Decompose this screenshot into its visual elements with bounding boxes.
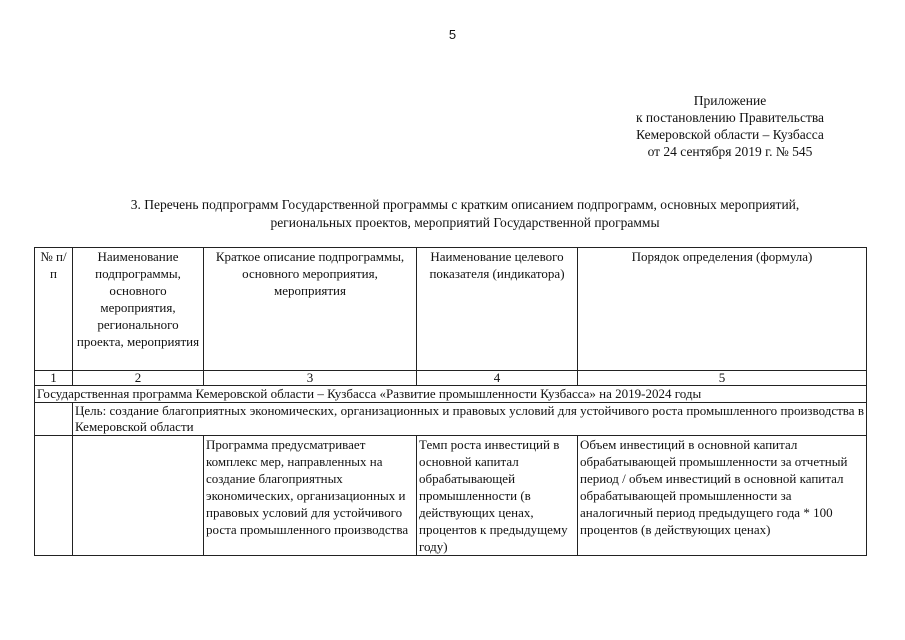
goal-row [35,403,867,436]
column-number: 1 [35,371,73,386]
row-description: Программа предусматривает комплекс мер, направленных на создание благоприятных экономических, организационных и правовых условий для устойчивого роста промышленного производства [204,436,417,556]
appendix-line: от 24 сентября 2019 г. № 545 [647,144,813,159]
header-formula: Порядок определения (формула) [578,248,867,371]
page-number: 5 [448,27,457,42]
goal-empty-cell [35,403,73,436]
table-row [35,436,867,556]
column-number: 5 [578,371,867,386]
header-number: № п/п [35,248,73,371]
row-number [35,436,73,556]
column-number: 4 [417,371,578,386]
row-name [73,436,204,556]
table-header-row [35,248,867,371]
title-line-2: региональных проектов, мероприятий Государственной программы [270,215,660,230]
header-indicator: Наименование целевого показателя (индикатора) [417,248,578,371]
appendix-block [600,92,860,160]
header-description: Краткое описание подпрограммы, основного мероприятия, мероприятия [204,248,417,371]
appendix-line: Приложение [693,93,767,108]
program-title: Государственная программа Кемеровской области – Кузбасса «Развитие промышленности Кузбасса» на 2019-2024 годы [35,386,867,403]
program-row [35,386,867,403]
subprograms-table [34,247,867,556]
row-indicator: Темп роста инвестиций в основной капитал обрабатывающей промышленности (в действующих ценах, процентов к предыдущему году) [417,436,578,556]
document-title [40,196,890,232]
title-line-1: 3. Перечень подпрограмм Государственной программы с кратким описанием подпрограмм, основных мероприятий, [130,197,800,212]
appendix-line: Кемеровской области – Кузбасса [636,127,824,142]
column-number: 2 [73,371,204,386]
appendix-line: к постановлению Правительства [635,110,825,125]
goal-text: Цель: создание благоприятных экономических, организационных и правовых условий для устойчивого роста промышленного производства в Кемеровской области [73,403,867,436]
row-formula: Объем инвестиций в основной капитал обрабатывающей промышленности за отчетный период / объем инвестиций в основной капитал обрабатывающей промышленности за аналогичный период предыдущего года * 100 процентов (в действующих ценах) [578,436,867,556]
column-number: 3 [204,371,417,386]
column-numbers-row [35,371,867,386]
header-name: Наименование подпрограммы, основного мероприятия, регионального проекта, мероприятия [73,248,204,371]
